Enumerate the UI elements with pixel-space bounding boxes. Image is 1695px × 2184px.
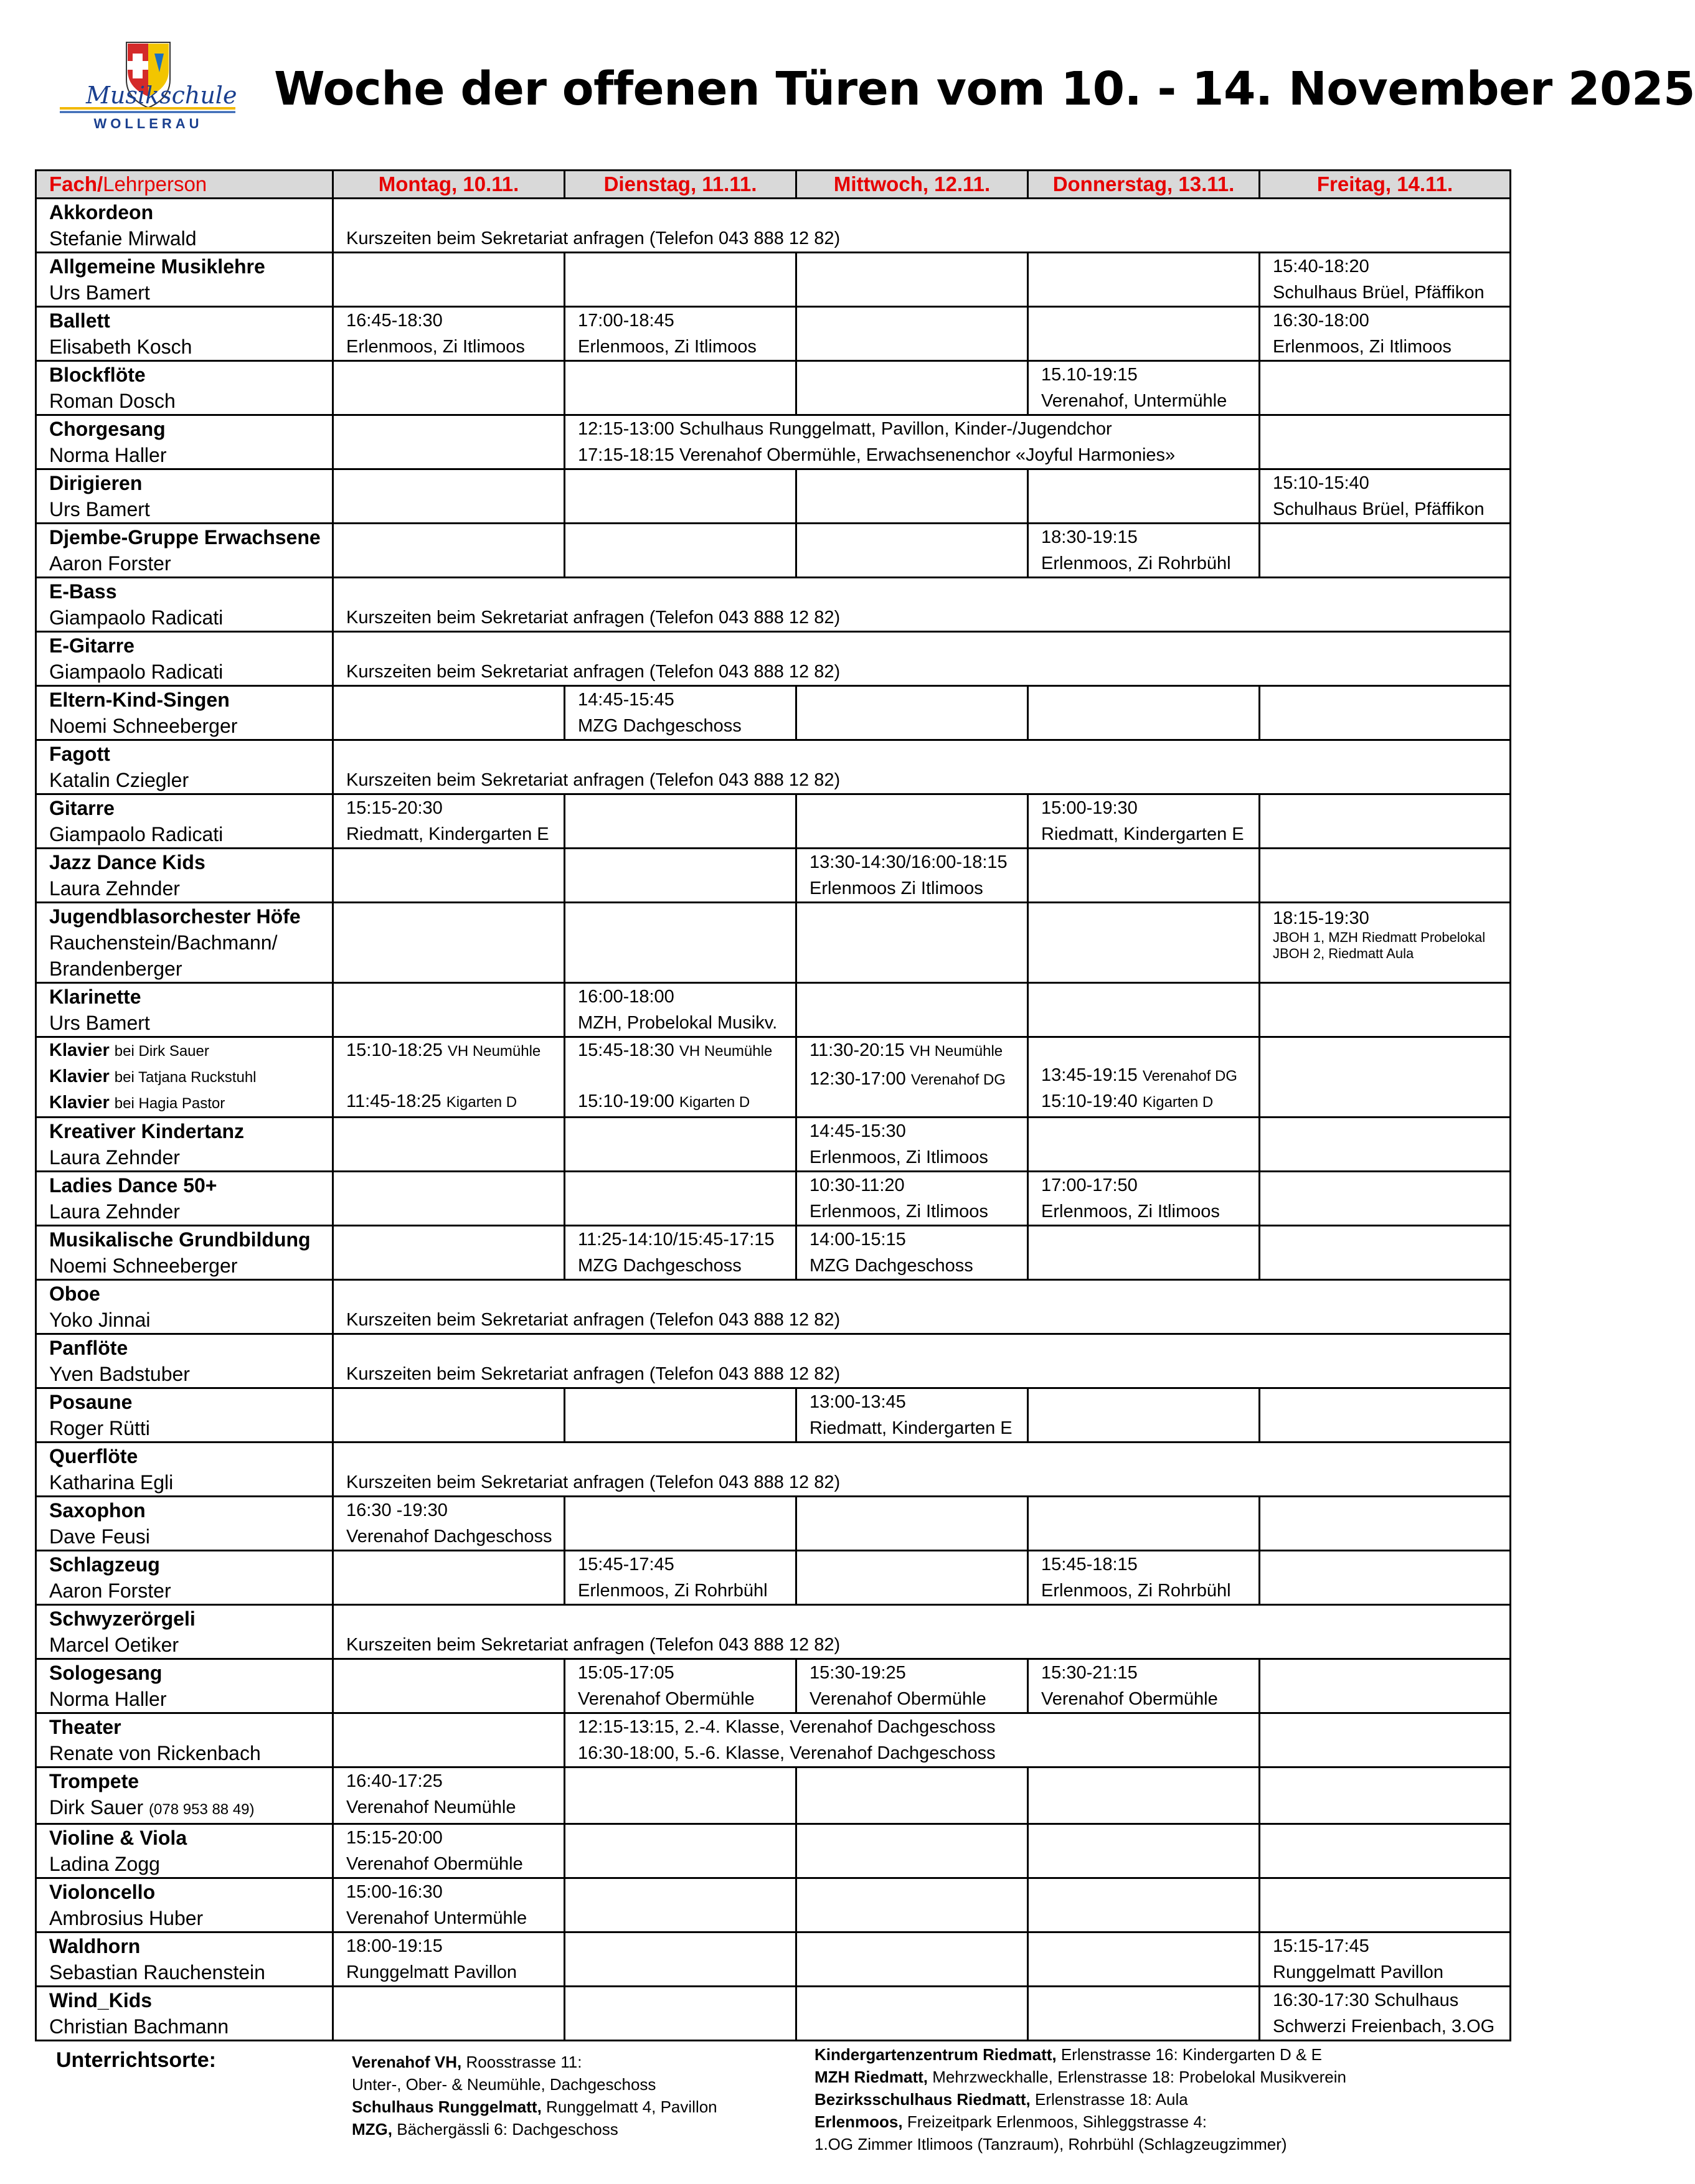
table-row xyxy=(36,1824,1511,1878)
col-wednesday: Mittwoch, 12.11. xyxy=(796,171,1028,199)
table-row xyxy=(36,903,1511,983)
subject: Dirigieren xyxy=(49,472,143,494)
location: Kigarten D xyxy=(1142,1094,1214,1111)
table-row xyxy=(36,1443,1511,1497)
table-row xyxy=(36,199,1511,253)
teacher: Aaron Forster xyxy=(49,1579,171,1602)
time: 11:45-18:25 xyxy=(346,1091,441,1111)
location: Erlenmoos, Zi Itlimoos xyxy=(578,337,757,357)
teacher: Ambrosius Huber xyxy=(49,1907,204,1929)
teacher: bei Hagia Pastor xyxy=(114,1095,225,1112)
table-row xyxy=(36,1388,1511,1443)
teacher: Katalin Cziegler xyxy=(49,769,189,791)
time: 14:45-15:45 xyxy=(578,690,674,710)
teacher: Laura Zehnder xyxy=(49,1146,180,1169)
location: JBOH 2, Riedmatt Aula xyxy=(1273,946,1414,961)
teacher: Yoko Jinnai xyxy=(49,1309,151,1331)
school-logo xyxy=(55,41,242,134)
time: 15.10-19:15 xyxy=(1041,365,1138,385)
table-row xyxy=(36,1878,1511,1932)
table-header-row xyxy=(36,171,1511,199)
note: Kurszeiten beim Sekretariat anfragen (Telefon 043 888 12 82) xyxy=(346,1635,841,1655)
legend-locations-right: Kindergartenzentrum Riedmatt, Erlenstrasse 16: Kindergarten D & E MZH Riedmatt, Mehrzweckhalle, Erlenstrasse 18: Probelokal Musikverein Bezirksschulhaus Riedmatt, Erlenstrasse 18: Aula Erlenmoos, Freizeitpark Erlenmoos, Sihleggstrasse 4: 1.OG Zimmer Itlimoos (Tanzraum), Rohrbühl (Schlagzeugzimmer) xyxy=(814,2045,1346,2153)
schedule-line: 17:15-18:15 Verenahof Obermühle, Erwachsenenchor «Joyful Harmonies» xyxy=(578,445,1176,465)
teacher: Yven Badstuber xyxy=(49,1363,190,1385)
subject: Klavier xyxy=(49,1040,110,1060)
table-row xyxy=(36,1037,1511,1118)
location: VH Neumühle xyxy=(679,1043,773,1060)
svg-text:Musikschule: Musikschule xyxy=(86,82,237,109)
teacher: Noemi Schneeberger xyxy=(49,715,238,737)
time: 11:25-14:10/15:45-17:15 xyxy=(578,1230,775,1250)
time: 15:00-16:30 xyxy=(346,1882,443,1902)
subject: Kreativer Kindertanz xyxy=(49,1120,244,1142)
teacher: Laura Zehnder xyxy=(49,877,180,900)
note: Kurszeiten beim Sekretariat anfragen (Telefon 043 888 12 82) xyxy=(346,228,841,248)
teacher: Roger Rütti xyxy=(49,1417,150,1439)
subject: Klavier xyxy=(49,1093,110,1113)
time: 11:30-20:15 xyxy=(810,1040,905,1060)
table-row xyxy=(36,849,1511,903)
location: Runggelmatt Pavillon xyxy=(346,1962,517,1982)
location: MZG Dachgeschoss xyxy=(578,716,742,736)
location: Riedmatt, Kindergarten E xyxy=(1041,824,1244,844)
note: Kurszeiten beim Sekretariat anfragen (Telefon 043 888 12 82) xyxy=(346,1310,841,1330)
location: Erlenmoos, Zi Itlimoos xyxy=(1273,337,1452,357)
time: 17:00-18:45 xyxy=(578,311,674,331)
table-row xyxy=(36,1118,1511,1172)
teacher: bei Dirk Sauer xyxy=(114,1043,209,1060)
location: Verenahof Obermühle xyxy=(810,1689,986,1709)
location: Verenahof Obermühle xyxy=(1041,1689,1218,1709)
subject: Klavier xyxy=(49,1066,110,1086)
teacher: Giampaolo Radicati xyxy=(49,823,224,845)
subject: Trompete xyxy=(49,1770,139,1792)
subject: Violine & Viola xyxy=(49,1827,187,1849)
time: 10:30-11:20 xyxy=(810,1175,905,1195)
location: Riedmatt, Kindergarten E xyxy=(810,1418,1013,1438)
legend-heading: Unterrichtsorte: xyxy=(56,2048,216,2072)
subject: Ladies Dance 50+ xyxy=(49,1174,217,1197)
table-row xyxy=(36,1551,1511,1605)
time: 16:40-17:25 xyxy=(346,1771,443,1791)
table-row xyxy=(36,1172,1511,1226)
schedule-line: 16:30-18:00, 5.-6. Klasse, Verenahof Dachgeschoss xyxy=(578,1743,996,1763)
teacher: Giampaolo Radicati xyxy=(49,661,224,683)
table-row xyxy=(36,1713,1511,1767)
teacher: Christian Bachmann xyxy=(49,2015,229,2038)
location: Erlenmoos, Zi Itlimoos xyxy=(810,1147,988,1167)
subject: Blockflöte xyxy=(49,364,146,386)
time: 17:00-17:50 xyxy=(1041,1175,1138,1195)
table-row xyxy=(36,1767,1511,1824)
location: Kigarten D xyxy=(446,1094,517,1111)
location: Schulhaus Brüel, Pfäffikon xyxy=(1273,499,1485,519)
location: MZH, Probelokal Musikv. xyxy=(578,1013,778,1033)
location: Erlenmoos, Zi Itlimoos xyxy=(1041,1202,1220,1221)
teacher: Norma Haller xyxy=(49,1688,167,1710)
teacher: Renate von Rickenbach xyxy=(49,1742,261,1764)
time: 18:15-19:30 xyxy=(1273,908,1369,928)
subject: Sologesang xyxy=(49,1662,163,1684)
time: 15:15-17:45 xyxy=(1273,1936,1369,1956)
note: Kurszeiten beim Sekretariat anfragen (Telefon 043 888 12 82) xyxy=(346,770,841,790)
subject: Querflöte xyxy=(49,1445,138,1467)
teacher: Sebastian Rauchenstein xyxy=(49,1961,265,1984)
col-thursday: Donnerstag, 13.11. xyxy=(1028,171,1260,199)
svg-text:WOLLERAU: WOLLERAU xyxy=(93,116,203,131)
time: 16:30-18:00 xyxy=(1273,311,1369,331)
legend-locations-left: Verenahof VH, Roosstrasse 11: Unter-, Ober- & Neumühle, Dachgeschoss Schulhaus Runggelmatt, Runggelmatt 4, Pavillon MZG, Bächergässli 6: Dachgeschoss xyxy=(352,2053,717,2139)
subject: Gitarre xyxy=(49,797,115,819)
location: Verenahof Untermühle xyxy=(346,1908,527,1928)
teacher: Laura Zehnder xyxy=(49,1200,180,1223)
time: 15:45-17:45 xyxy=(578,1555,674,1574)
teacher: Ladina Zogg xyxy=(49,1853,160,1875)
teacher: Aaron Forster xyxy=(49,552,171,575)
teacher: Brandenberger xyxy=(49,958,182,980)
teacher: Stefanie Mirwald xyxy=(49,227,197,250)
location: Verenahof DG xyxy=(910,1071,1006,1088)
teacher: Katharina Egli xyxy=(49,1471,174,1494)
location: MZG Dachgeschoss xyxy=(810,1256,973,1276)
table-row xyxy=(36,307,1511,361)
schedule-line: 12:15-13:00 Schulhaus Runggelmatt, Pavillon, Kinder-/Jugendchor xyxy=(578,419,1112,439)
teacher: Elisabeth Kosch xyxy=(49,336,192,358)
table-row xyxy=(36,686,1511,740)
table-row xyxy=(36,1497,1511,1551)
time: 13:45-19:15 xyxy=(1041,1065,1138,1085)
subject: Waldhorn xyxy=(49,1935,141,1957)
time: 14:00-15:15 xyxy=(810,1230,906,1250)
teacher: Marcel Oetiker xyxy=(49,1634,179,1656)
location: Kigarten D xyxy=(679,1094,750,1111)
subject: Wind_Kids xyxy=(49,1989,153,2012)
table-row xyxy=(36,415,1511,469)
table-row xyxy=(36,1334,1511,1388)
teacher: Rauchenstein/Bachmann/ xyxy=(49,931,278,954)
subject: Schlagzeug xyxy=(49,1553,160,1576)
subject: Eltern-Kind-Singen xyxy=(49,689,230,711)
time: 16:00-18:00 xyxy=(578,987,674,1007)
location: Verenahof Neumühle xyxy=(346,1797,516,1817)
teacher: Norma Haller xyxy=(49,444,167,466)
subject: Schwyzerörgeli xyxy=(49,1607,196,1630)
time: 16:30-17:30 Schulhaus xyxy=(1273,1990,1459,2010)
note: Kurszeiten beim Sekretariat anfragen (Telefon 043 888 12 82) xyxy=(346,662,841,682)
location: Erlenmoos, Zi Rohrbühl xyxy=(578,1581,768,1601)
time: 15:45-18:30 xyxy=(578,1040,674,1060)
location: Erlenmoos, Zi Itlimoos xyxy=(810,1202,988,1221)
time: 15:15-20:00 xyxy=(346,1828,443,1848)
location: Erlenmoos, Zi Itlimoos xyxy=(346,337,525,357)
table-row xyxy=(36,1987,1511,2041)
location: VH Neumühle xyxy=(909,1043,1003,1060)
schedule-line: 12:15-13:15, 2.-4. Klasse, Verenahof Dachgeschoss xyxy=(578,1717,996,1737)
subject: Allgemeine Musiklehre xyxy=(49,255,265,278)
subject: Klarinette xyxy=(49,986,141,1008)
time: 13:30-14:30/16:00-18:15 xyxy=(810,852,1008,872)
time: 14:45-15:30 xyxy=(810,1121,906,1141)
location: Verenahof DG xyxy=(1142,1068,1237,1085)
teacher: Urs Bamert xyxy=(49,498,150,520)
time: 15:30-21:15 xyxy=(1041,1663,1138,1683)
table-row xyxy=(36,253,1511,307)
table-row xyxy=(36,983,1511,1037)
teacher: Roman Dosch xyxy=(49,390,176,412)
page-title: Woche der offenen Türen vom 10. - 14. November 2025 xyxy=(274,62,1695,116)
schedule-table xyxy=(35,169,1511,2041)
subject: E-Gitarre xyxy=(49,634,135,657)
table-row xyxy=(36,1280,1511,1334)
subject: Fagott xyxy=(49,743,110,765)
location: VH Neumühle xyxy=(447,1043,541,1060)
table-row xyxy=(36,578,1511,632)
subject: Saxophon xyxy=(49,1499,146,1522)
table-row xyxy=(36,1932,1511,1987)
subject: Ballett xyxy=(49,309,110,332)
table-row xyxy=(36,1226,1511,1280)
subject: Panflöte xyxy=(49,1337,128,1359)
col-tuesday: Dienstag, 11.11. xyxy=(565,171,796,199)
teacher-phone: (078 953 88 49) xyxy=(149,1801,255,1818)
time: 15:10-15:40 xyxy=(1273,473,1369,493)
location: Schulhaus Brüel, Pfäffikon xyxy=(1273,283,1485,303)
teacher: Urs Bamert xyxy=(49,281,150,304)
location: Erlenmoos, Zi Rohrbühl xyxy=(1041,1581,1231,1601)
subject: E-Bass xyxy=(49,580,117,603)
table-row xyxy=(36,1605,1511,1659)
table-row xyxy=(36,632,1511,686)
location: Runggelmatt Pavillon xyxy=(1273,1962,1444,1982)
location: JBOH 1, MZH Riedmatt Probelokal xyxy=(1273,930,1486,945)
time: 18:00-19:15 xyxy=(346,1936,443,1956)
time: 15:15-20:30 xyxy=(346,798,443,818)
subject: Chorgesang xyxy=(49,418,166,440)
table-row xyxy=(36,740,1511,794)
teacher: Urs Bamert xyxy=(49,1012,150,1034)
teacher: bei Tatjana Ruckstuhl xyxy=(114,1069,257,1086)
teacher: Dirk Sauer xyxy=(49,1796,144,1819)
col-friday: Freitag, 14.11. xyxy=(1260,171,1511,199)
table-row xyxy=(36,524,1511,578)
subject: Jugendblasorchester Höfe xyxy=(49,905,301,928)
table-row xyxy=(36,1659,1511,1713)
time: 16:45-18:30 xyxy=(346,311,443,331)
subject: Theater xyxy=(49,1716,121,1738)
time: 15:00-19:30 xyxy=(1041,798,1138,818)
teacher: Noemi Schneeberger xyxy=(49,1254,238,1277)
time: 18:30-19:15 xyxy=(1041,527,1138,547)
location: Verenahof Obermühle xyxy=(578,1689,755,1709)
subject: Jazz Dance Kids xyxy=(49,851,205,873)
time: 16:30 -19:30 xyxy=(346,1500,448,1520)
time: 15:05-17:05 xyxy=(578,1663,674,1683)
time: 15:45-18:15 xyxy=(1041,1555,1138,1574)
location: Schwerzi Freienbach, 3.OG xyxy=(1273,2017,1495,2036)
note: Kurszeiten beim Sekretariat anfragen (Telefon 043 888 12 82) xyxy=(346,608,841,628)
time: 15:10-19:00 xyxy=(578,1091,674,1111)
location: Verenahof Obermühle xyxy=(346,1854,523,1874)
subject: Musikalische Grundbildung xyxy=(49,1228,311,1251)
teacher: Giampaolo Radicati xyxy=(49,606,224,629)
subject: Djembe-Gruppe Erwachsene xyxy=(49,526,321,548)
teacher: Dave Feusi xyxy=(49,1525,150,1548)
time: 15:10-18:25 xyxy=(346,1040,443,1060)
table-row xyxy=(36,794,1511,849)
note: Kurszeiten beim Sekretariat anfragen (Telefon 043 888 12 82) xyxy=(346,1364,841,1384)
table-row xyxy=(36,469,1511,524)
time: 15:30-19:25 xyxy=(810,1663,906,1683)
time: 15:40-18:20 xyxy=(1273,257,1369,276)
col-monday: Montag, 10.11. xyxy=(333,171,565,199)
location: Verenahof, Untermühle xyxy=(1041,391,1227,411)
subject: Violoncello xyxy=(49,1881,156,1903)
note: Kurszeiten beim Sekretariat anfragen (Telefon 043 888 12 82) xyxy=(346,1472,841,1492)
location: Erlenmoos Zi Itlimoos xyxy=(810,878,983,898)
col-fach: Fach/Lehrperson xyxy=(36,171,333,199)
location: Riedmatt, Kindergarten E xyxy=(346,824,549,844)
subject: Akkordeon xyxy=(49,201,154,224)
time: 15:10-19:40 xyxy=(1041,1091,1138,1111)
time: 12:30-17:00 xyxy=(810,1069,906,1089)
table-row xyxy=(36,361,1511,415)
time: 13:00-13:45 xyxy=(810,1392,906,1412)
location: MZG Dachgeschoss xyxy=(578,1256,742,1276)
location: Erlenmoos, Zi Rohrbühl xyxy=(1041,553,1231,573)
subject: Oboe xyxy=(49,1283,100,1305)
location: Verenahof Dachgeschoss xyxy=(346,1527,552,1546)
subject: Posaune xyxy=(49,1391,133,1413)
